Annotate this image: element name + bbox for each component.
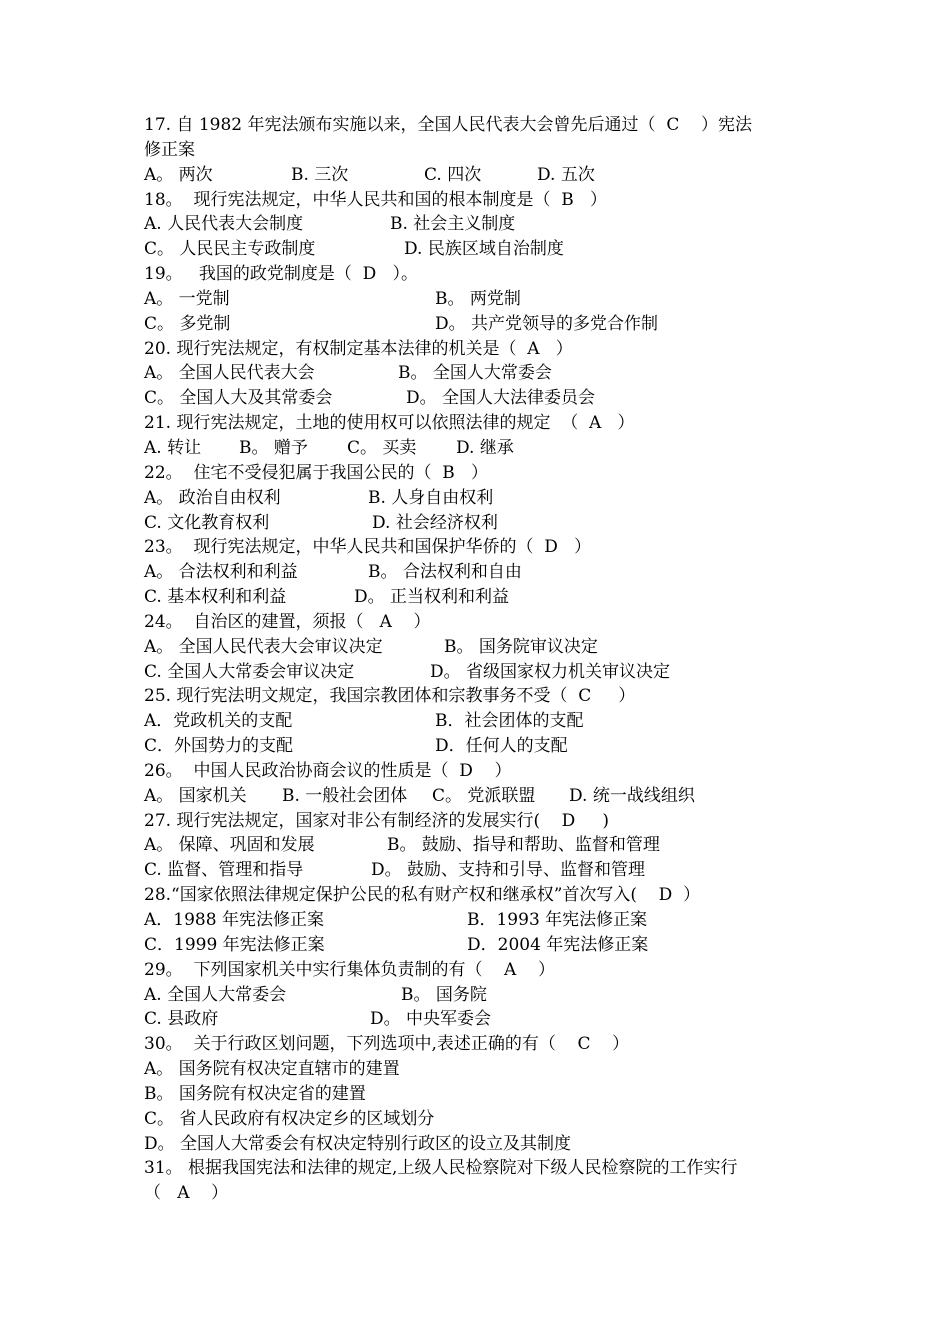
answer-option: A. 人民代表大会制度 [144,214,304,235]
option-row [144,983,816,1008]
question-item [144,759,816,809]
question-stem: 21. 现行宪法规定，土地的使用权可以依照法律的规定 （ A ） [144,413,635,434]
answer-option: D. 统一战线组织 [569,785,695,806]
question-stem: 24。 自治区的建置，须报（ A ） [144,611,431,632]
question-stem: 20. 现行宪法规定，有权制定基本法律的机关是（ A ） [144,338,573,359]
answer-option: B. 人身自由权利 [368,487,494,508]
answer-option: B. 社会主义制度 [390,214,516,235]
question-item [144,535,816,610]
option-row [144,436,816,461]
question-item [144,461,816,536]
answer-option: C. 全国人大常委会审议决定 [144,661,355,682]
answer-option: B。 鼓励、指导和帮助、监督和管理 [387,835,660,856]
question-item [144,1032,816,1156]
answer-option: D。 全国人大法律委员会 [406,388,596,409]
answer-option: C. 县政府 [144,1009,219,1030]
answer-option: A。 国家机关 [144,785,247,806]
question-stem: 30。 关于行政区划问题，下列选项中,表述正确的有（ C ） [144,1034,630,1055]
answer-option: C．1999 年宪法修正案 [144,934,325,955]
question-stem: 27. 现行宪法规定，国家对非公有制经济的发展实行( D ) [144,810,609,831]
answer-option: B．社会团体的支配 [435,711,584,732]
question-item [144,610,816,685]
question-item [144,188,816,263]
question-item [144,337,816,412]
answer-option: B。 赠予 [239,437,308,458]
question-stem: 29。 下列国家机关中实行集体负责制的有（ A ） [144,959,555,980]
option-row [144,908,816,933]
question-stem: 22。 住宅不受侵犯属于我国公民的（ B ） [144,462,488,483]
answer-option: B。 国务院 [401,984,487,1005]
question-item [144,113,816,188]
answer-option: A。 全国人民代表大会 [144,363,315,384]
answer-option: D. 继承 [456,437,514,458]
answer-option: A. 全国人大常委会 [144,984,287,1005]
question-item [144,411,816,461]
answer-option: D。 鼓励、支持和引导、监督和管理 [371,860,646,881]
answer-option: C。 党派联盟 [432,785,536,806]
answer-option: B。 合法权利和自由 [368,562,522,583]
answer-option: A．党政机关的支配 [144,711,293,732]
answer-option: A. 转让 [144,437,202,458]
answer-option: A。 国务院有权决定直辖市的建置 [144,1059,400,1080]
answer-option: C。 省人民政府有权决定乡的区域划分 [144,1108,435,1129]
answer-option: A。 合法权利和利益 [144,562,298,583]
question-stem: 31。 根据我国宪法和法律的规定,上级人民检察院对下级人民检察院的工作实行 [144,1158,738,1179]
option-row [144,858,816,883]
answer-option: C. 文化教育权利 [144,512,270,533]
question-stem: 28.“国家依照法律规定保护公民的私有财产权和继承权”首次写入( D ） [144,885,701,906]
option-row [144,635,816,660]
answer-option: C. 四次 [424,164,482,185]
option-row [144,312,816,337]
answer-option: C. 基本权利和利益 [144,587,287,608]
option-row [144,833,816,858]
question-stem: 19。 我国的政党制度是（ D ）。 [144,264,418,285]
answer-option: A。 全国人民代表大会审议决定 [144,636,383,657]
answer-option: A。 政治自由权利 [144,487,281,508]
option-row [144,163,816,188]
option-row [144,287,816,312]
answer-option: B。 全国人大常委会 [398,363,552,384]
question-item [144,883,816,958]
answer-option: B. 三次 [291,164,349,185]
answer-option: D。 全国人大常委会有权决定特别行政区的设立及其制度 [144,1133,572,1154]
question-item [144,262,816,337]
answer-option: C。 全国人大及其常委会 [144,388,333,409]
answer-option: D. 社会经济权利 [372,512,498,533]
option-row [144,734,816,759]
question-item [144,1156,816,1206]
option-row [144,1107,816,1132]
answer-option: D。 正当权利和利益 [354,587,510,608]
question-stem: （ A ） [144,1183,229,1204]
question-stem: 17. 自 1982 年宪法颁布实施以来，全国人民代表大会曾先后通过（ C ）宪法 [144,115,752,135]
option-row [144,237,816,262]
option-row [144,1132,816,1157]
question-item [144,958,816,1033]
answer-option: B。 国务院有权决定省的建置 [144,1083,366,1104]
option-row [144,386,816,411]
option-row [144,660,816,685]
option-row [144,1007,816,1032]
answer-option: C。 多党制 [144,313,231,334]
option-row [144,361,816,386]
option-row [144,709,816,734]
answer-option: A。 保障、巩固和发展 [144,835,315,856]
answer-option: D。 共产党领导的多党合作制 [435,313,659,334]
answer-option: D．任何人的支配 [435,736,568,757]
question-item [144,684,816,759]
answer-option: D. 民族区域自治制度 [404,239,564,260]
option-row [144,585,816,610]
option-row [144,511,816,536]
answer-option: D。 中央军委会 [370,1009,492,1030]
answer-option: A。 两次 [144,164,213,185]
option-row [144,560,816,585]
option-row [144,933,816,958]
question-stem: 23。 现行宪法规定，中华人民共和国保护华侨的（ D ） [144,537,592,558]
option-row [144,784,816,809]
answer-option: C．外国势力的支配 [144,736,294,757]
question-list [144,113,816,1206]
answer-option: D。 省级国家权力机关审议决定 [430,661,671,682]
answer-option: D. 五次 [537,164,595,185]
option-row [144,212,816,237]
question-stem: 26。 中国人民政治协商会议的性质是（ D ） [144,760,512,781]
option-row [144,486,816,511]
question-stem: 修正案 [144,139,195,160]
option-row [144,1082,816,1107]
answer-option: C。 人民民主专政制度 [144,239,316,260]
answer-option: D．2004 年宪法修正案 [467,934,649,955]
answer-option: C。 买卖 [347,437,417,458]
answer-option: A。 一党制 [144,288,230,309]
question-stem: 25. 现行宪法明文规定，我国宗教团体和宗教事务不受（ C ） [144,686,636,707]
question-stem: 18。 现行宪法规定，中华人民共和国的根本制度是（ B ） [144,189,607,210]
answer-option: B。 国务院审议决定 [444,636,598,657]
answer-option: B. 一般社会团体 [282,785,408,806]
question-item [144,809,816,884]
answer-option: A．1988 年宪法修正案 [144,910,324,930]
answer-option: C. 监督、管理和指导 [144,860,304,881]
answer-option: B．1993 年宪法修正案 [467,910,648,930]
option-row [144,1057,816,1082]
answer-option: B。 两党制 [435,288,521,309]
